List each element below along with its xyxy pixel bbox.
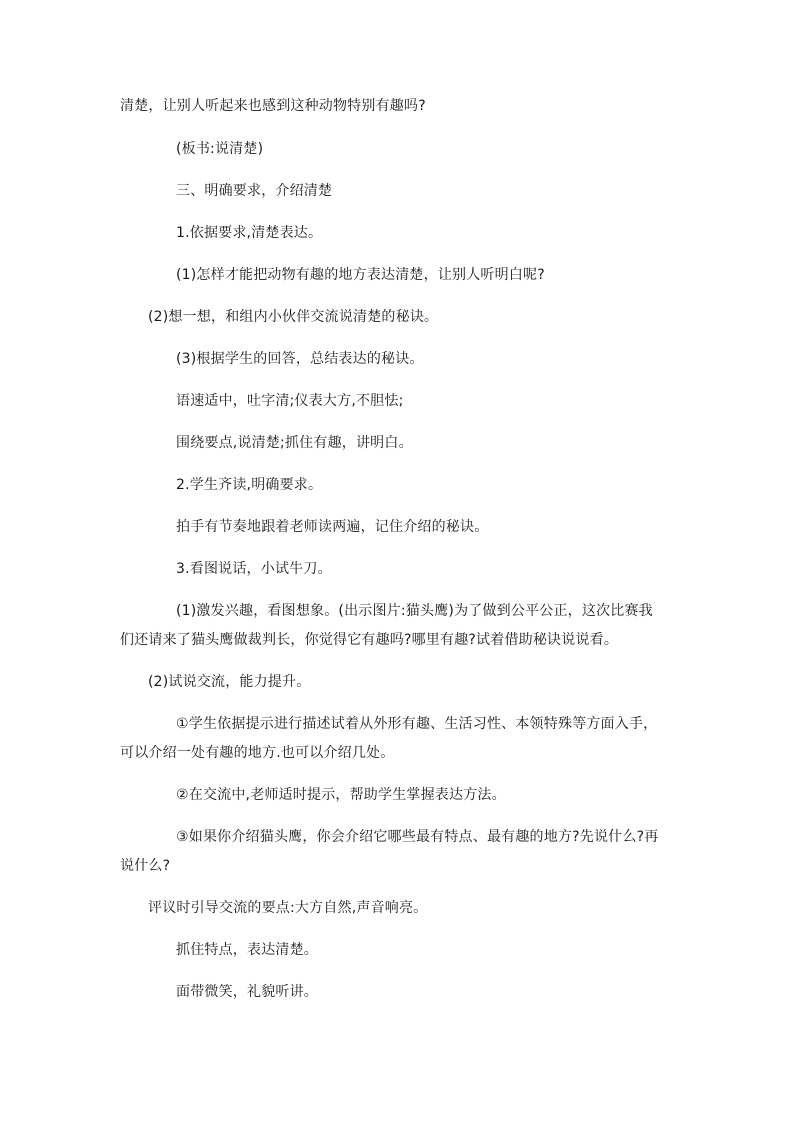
text-line: 拍手有节奏地跟着老师读两遍，记住介绍的秘诀。 — [176, 519, 489, 535]
text-line: 可以介绍一处有趣的地方.也可以介绍几处。 — [120, 745, 395, 761]
text-line: 2.学生齐读,明确要求。 — [176, 477, 323, 493]
text-line: (3)根据学生的回答，总结表达的秘诀。 — [176, 351, 424, 367]
text-line: (2)试说交流，能力提升。 — [148, 674, 311, 690]
text-line: 语速适中，吐字清;仪表大方,不胆怯; — [176, 393, 404, 409]
text-line: 1.依据要求,清楚表达。 — [176, 225, 323, 241]
text-line: ②在交流中,老师适时提示，帮助学生掌握表达方法。 — [176, 787, 506, 803]
text-line: (板书:说清楚) — [176, 141, 264, 157]
text-line: 们还请来了猫头鹰做裁判长，你觉得它有趣吗?哪里有趣?试着借助秘诀说说看。 — [120, 632, 619, 648]
section-heading: 三、明确要求，介绍清楚 — [176, 183, 333, 199]
text-line: (1)激发兴趣，看图想象。(出示图片:猫头鹰)为了做到公平公正，这次比赛我 — [176, 603, 653, 619]
text-line: 抓住特点，表达清楚。 — [176, 942, 318, 958]
text-line: 3.看图说话，小试牛刀。 — [176, 561, 332, 577]
text-line: ①学生依据提示进行描述试着从外形有趣、生活习性、本领特殊等方面入手， — [176, 716, 658, 732]
text-line: 评议时引导交流的要点:大方自然,声音响亮。 — [148, 900, 428, 916]
text-line: 清楚，让别人听起来也感到这种动物特别有趣吗? — [120, 98, 426, 114]
text-line: (1)怎样才能把动物有趣的地方表达清楚，让别人听明白呢? — [176, 267, 545, 283]
text-line: 面带微笑，礼貌听讲。 — [176, 984, 318, 1000]
text-line: (2)想一想，和组内小伙伴交流说清楚的秘诀。 — [148, 309, 439, 325]
text-line: 说什么? — [120, 858, 171, 874]
text-line: 围绕要点,说清楚;抓住有趣，讲明白。 — [176, 435, 413, 451]
text-line: ③如果你介绍猫头鹰，你会介绍它哪些最有特点、最有趣的地方?先说什么?再 — [176, 829, 659, 845]
